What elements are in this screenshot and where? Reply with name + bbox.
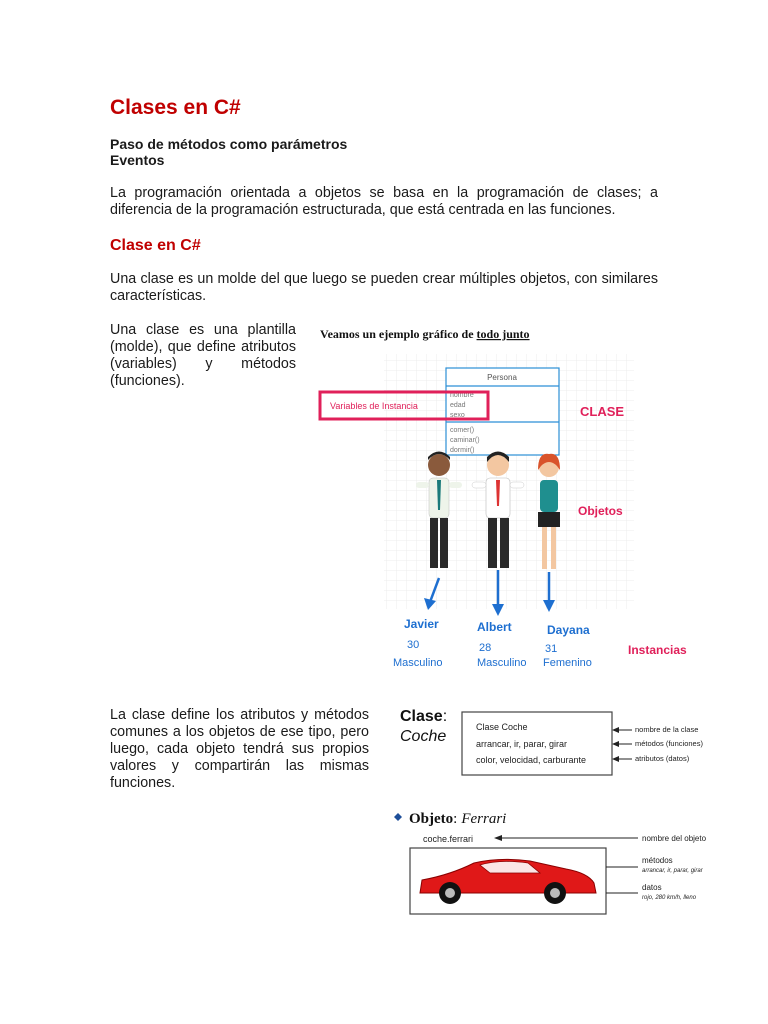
side-label: métodos (funciones) xyxy=(635,739,703,748)
uml-attr: sexo xyxy=(450,412,465,419)
clase-coche-line: arrancar, ir, parar, girar xyxy=(476,739,568,749)
bullet-diamond-icon xyxy=(394,813,402,821)
instance-sex: Masculino xyxy=(393,657,443,669)
side-label: nombre de la clase xyxy=(635,725,699,734)
instance-age: 31 xyxy=(545,643,558,655)
metodos-label: métodos xyxy=(642,856,673,865)
instancias-label: Instancias xyxy=(628,643,687,657)
objeto-ferrari-figure xyxy=(390,805,730,920)
uml-attr: nombre xyxy=(450,392,474,399)
define-paragraph: La clase define los atributos y métodos comunes a los objetos de ese tipo, pero luego, cada objeto tendrá sus propios valores y compartirán las mismas funciones. xyxy=(110,707,369,791)
side-label: atributos (datos) xyxy=(635,754,690,763)
uml-method: caminar() xyxy=(450,437,480,444)
instance-name: Albert xyxy=(477,620,512,634)
datos-label: datos xyxy=(642,883,662,892)
persona-class-figure xyxy=(316,320,706,680)
metodos-detail: arrancar, ir, parar, girar xyxy=(642,868,703,874)
clase-coche-figure xyxy=(396,700,716,790)
subtitle xyxy=(110,136,347,168)
subtitle-line-1: Paso de métodos como parámetros xyxy=(110,136,348,152)
clase-label: CLASE xyxy=(580,404,625,419)
uml-class-name: Persona xyxy=(487,373,517,382)
variables-label: Variables de Instancia xyxy=(330,401,418,411)
clase-coche-line: color, velocidad, carburante xyxy=(476,755,587,765)
plantilla-paragraph: Una clase es una plantilla (molde), que define atributos (variables) y métodos (funciones). xyxy=(110,322,296,389)
instance-age: 28 xyxy=(479,642,492,654)
uml-method: comer() xyxy=(450,427,475,434)
clase-heading: Clase: xyxy=(400,708,448,725)
instance-sex: Femenino xyxy=(543,657,592,669)
section-title: Clase en C# xyxy=(110,237,201,254)
uml-method: dormir() xyxy=(450,447,475,454)
instance-name: Javier xyxy=(404,617,439,631)
object-name: coche.ferrari xyxy=(423,834,474,844)
datos-detail: rojo, 280 km/h, lleno xyxy=(642,895,697,901)
figure-heading: Veamos un ejemplo gráfico de todo junto xyxy=(320,327,530,341)
molde-paragraph: Una clase es un molde del que luego se pueden crear múltiples objetos, con similares características. xyxy=(110,271,658,304)
page-title: Clases en C# xyxy=(110,96,241,119)
clase-coche-line: Clase Coche xyxy=(476,722,528,732)
subtitle-line-2: Eventos xyxy=(110,152,165,168)
coche-heading: Coche xyxy=(400,728,447,745)
instance-name: Dayana xyxy=(547,623,590,637)
objeto-heading: Objeto: Ferrari xyxy=(409,811,507,827)
objetos-label: Objetos xyxy=(578,504,623,518)
nombre-label: nombre del objeto xyxy=(642,834,707,843)
instance-age: 30 xyxy=(407,639,420,651)
intro-paragraph: La programación orientada a objetos se basa en la programación de clases; a diferencia de la programación estructurada, que está centrada en las funciones. xyxy=(110,185,658,218)
uml-attr: edad xyxy=(450,402,466,409)
instance-sex: Masculino xyxy=(477,657,527,669)
